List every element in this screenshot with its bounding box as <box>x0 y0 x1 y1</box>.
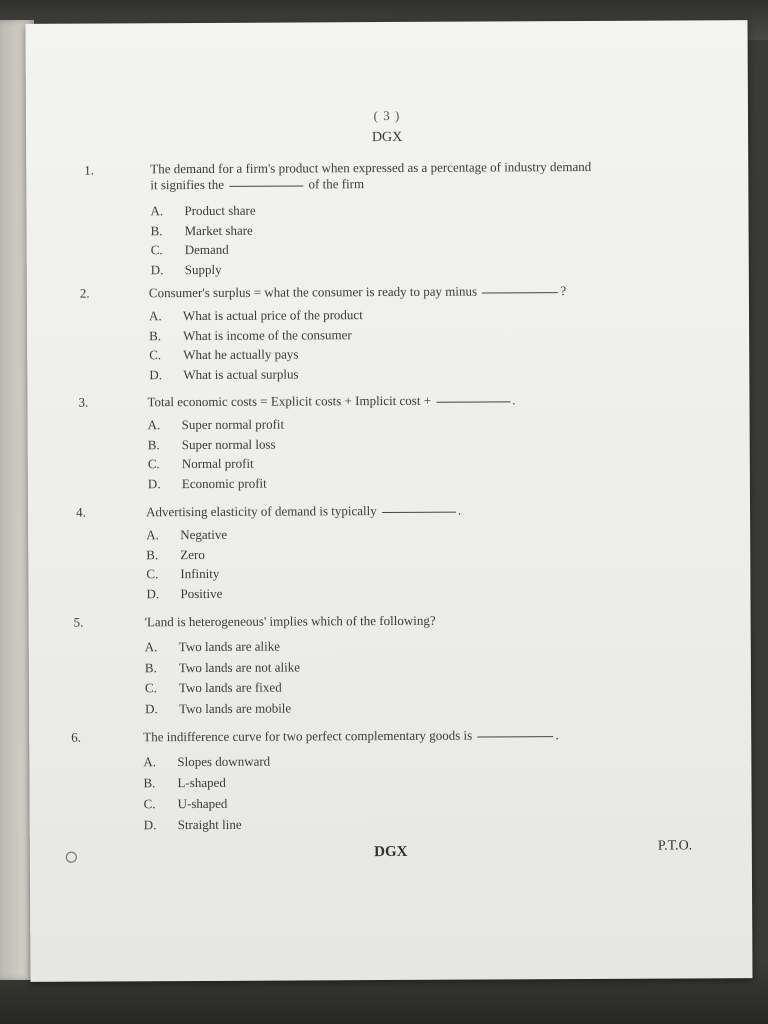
question-text-line-3: of the firm <box>308 176 365 192</box>
question-number: 4. <box>76 504 86 520</box>
option-a: A. Slopes downward <box>143 753 271 770</box>
question-text: Consumer's surplus = what the consumer is ready to pay minus ? <box>148 283 567 301</box>
options-list <box>143 752 270 837</box>
option-c: C. Two lands are fixed <box>144 679 282 696</box>
question-text-line-2: it signifies the <box>150 176 225 193</box>
question-number: 2. <box>79 285 90 301</box>
option-b: B. Market share <box>150 222 253 238</box>
page-number: ( 3 ) <box>373 107 401 124</box>
answer-blank <box>382 511 456 513</box>
question-text: Advertising elasticity of demand is typically . <box>146 502 462 520</box>
question-text: 'Land is heterogeneous' implies which of the following? <box>144 612 436 630</box>
option-a: A. Product share <box>150 202 256 219</box>
option-a: A. What is actual price of the product <box>148 307 363 324</box>
option-a: A. Two lands are alike <box>144 638 281 655</box>
question-text: Total economic costs = Explicit costs + Implicit cost + . <box>147 392 516 410</box>
answer-blank <box>436 400 510 402</box>
options-list <box>150 201 256 280</box>
page-footer <box>30 838 752 861</box>
option-b: B. L-shaped <box>143 774 226 791</box>
question-number: 5. <box>73 614 84 630</box>
option-c: C. Infinity <box>146 565 220 582</box>
footer-paper-code: DGX <box>374 843 408 861</box>
option-c: C. Demand <box>150 241 229 258</box>
options-list <box>148 415 285 494</box>
answer-blank <box>229 184 303 186</box>
question-4 <box>28 500 750 601</box>
option-c: C. U-shaped <box>143 795 228 812</box>
options-list <box>149 305 363 384</box>
question-5 <box>29 610 751 716</box>
option-b: B. Zero <box>146 546 205 562</box>
question-6 <box>29 725 751 833</box>
option-d: D. Two lands are mobile <box>145 700 292 716</box>
option-c: C. Normal profit <box>147 455 254 472</box>
question-text <box>150 158 710 193</box>
question-1 <box>26 158 748 277</box>
option-a: A. Super normal profit <box>147 416 285 433</box>
question-2 <box>27 281 749 382</box>
question-text: The indifference curve for two perfect complementary goods is . <box>143 727 559 745</box>
option-b: B. Super normal loss <box>147 436 276 452</box>
option-a: A. Negative <box>146 526 228 543</box>
question-text-line-1: The demand for a firm's product when expressed as a percentage of industry demand <box>150 158 592 177</box>
answer-blank <box>477 735 553 737</box>
option-d: D. Straight line <box>143 816 242 833</box>
question-number: 6. <box>71 729 82 745</box>
question-number: 1. <box>84 162 95 178</box>
options-list <box>145 636 301 719</box>
option-b: B. Two lands are not alike <box>144 658 301 675</box>
option-c: C. What he actually pays <box>149 346 299 363</box>
question-number: 3. <box>78 394 89 410</box>
option-b: B. What is income of the consumer <box>149 326 352 343</box>
exam-sheet <box>25 20 752 982</box>
options-list <box>146 525 227 603</box>
option-d: D. What is actual surplus <box>149 365 299 382</box>
paper-code: DGX <box>371 129 403 146</box>
question-3 <box>27 390 749 491</box>
answer-blank <box>482 291 558 293</box>
option-d: D. Positive <box>146 585 223 601</box>
option-d: D. Economic profit <box>147 475 267 491</box>
option-d: D. Supply <box>150 261 222 277</box>
please-turn-over: P.T.O. <box>657 838 693 854</box>
